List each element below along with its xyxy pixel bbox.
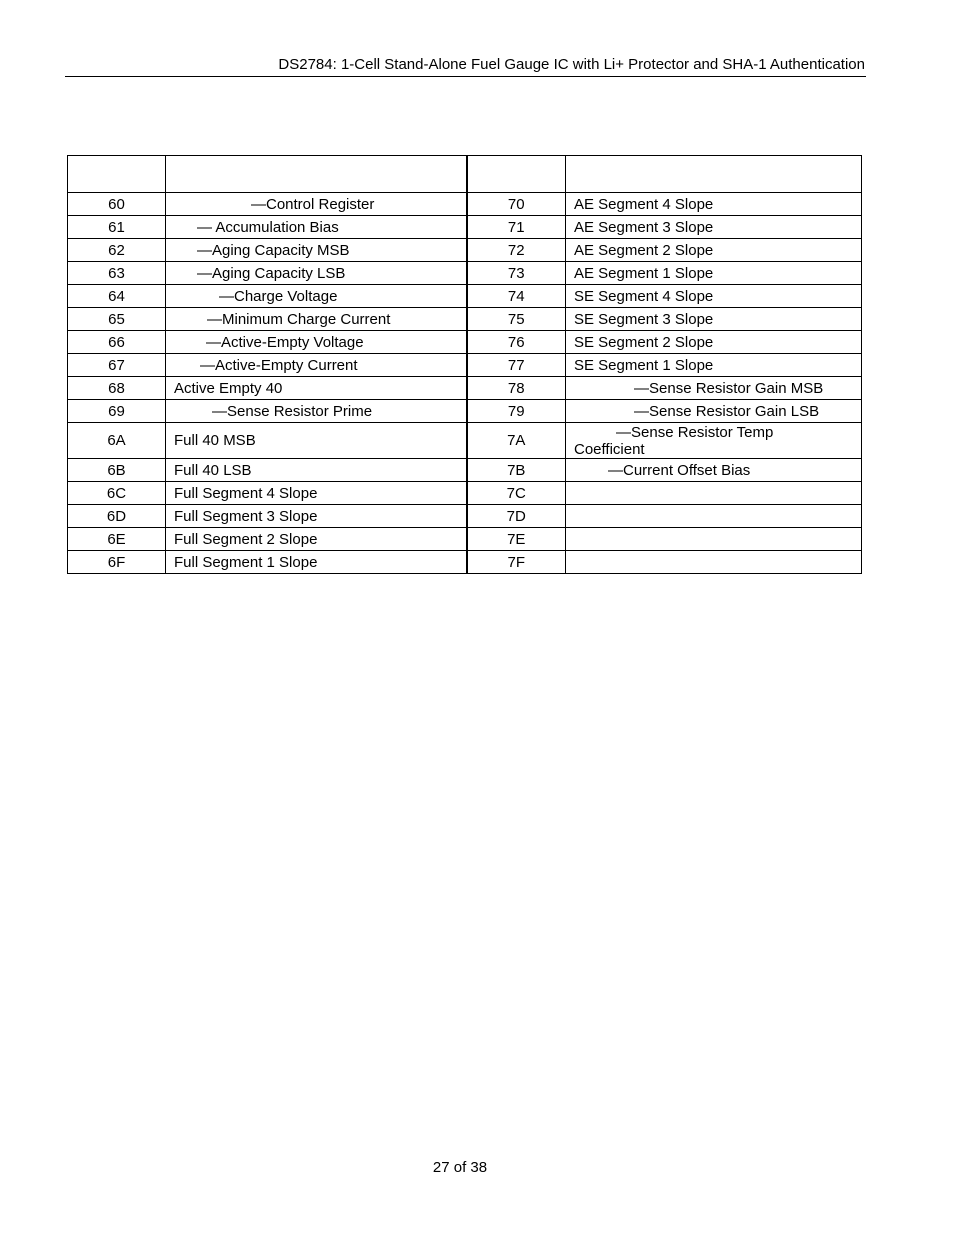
address-cell: 70 <box>467 193 566 216</box>
register-name-cell <box>566 482 862 505</box>
register-name: —Active-Empty Current <box>200 356 358 374</box>
address-cell: 6E <box>68 528 166 551</box>
register-name: —Aging Capacity LSB <box>197 264 346 282</box>
table-row <box>68 239 862 262</box>
header-divider <box>65 76 866 77</box>
address-cell: 6B <box>68 459 166 482</box>
table-row <box>68 308 862 331</box>
table-row <box>68 331 862 354</box>
table-row <box>68 193 862 216</box>
register-name-line-1: —Sense Resistor Temp <box>616 423 774 441</box>
document-header-title: DS2784: 1-Cell Stand-Alone Fuel Gauge IC with Li+ Protector and SHA-1 Authentication <box>278 56 865 73</box>
page-number: 27 of 38 <box>432 1159 488 1176</box>
address-cell: 64 <box>68 285 166 308</box>
register-name-cell <box>566 459 862 482</box>
table-row <box>68 285 862 308</box>
register-name-cell: Full Segment 2 Slope <box>166 528 467 551</box>
register-name-cell <box>166 193 467 216</box>
register-name-cell: AE Segment 4 Slope <box>566 193 862 216</box>
address-cell: 7C <box>467 482 566 505</box>
address-cell: 73 <box>467 262 566 285</box>
register-name-cell: SE Segment 1 Slope <box>566 354 862 377</box>
register-name-cell: SE Segment 2 Slope <box>566 331 862 354</box>
register-name-cell <box>166 400 467 423</box>
address-cell: 7A <box>467 423 566 459</box>
register-name-cell <box>166 354 467 377</box>
register-name-cell <box>166 285 467 308</box>
table-row <box>68 528 862 551</box>
register-name: —Control Register <box>251 195 375 213</box>
register-name: —Sense Resistor Prime <box>212 402 373 420</box>
register-name-cell <box>166 262 467 285</box>
register-name-cell: Full 40 LSB <box>166 459 467 482</box>
register-name-cell <box>166 331 467 354</box>
register-name-cell: Full Segment 1 Slope <box>166 551 467 574</box>
address-cell: 6A <box>68 423 166 459</box>
address-cell: 7E <box>467 528 566 551</box>
register-name: —Sense Resistor Gain MSB <box>634 379 824 397</box>
register-name: —Sense Resistor Gain LSB <box>634 402 820 420</box>
address-cell: 6C <box>68 482 166 505</box>
register-name-cell <box>166 216 467 239</box>
address-cell: 71 <box>467 216 566 239</box>
register-table <box>67 155 862 574</box>
address-cell: 60 <box>68 193 166 216</box>
register-name-cell: AE Segment 1 Slope <box>566 262 862 285</box>
address-cell: 6F <box>68 551 166 574</box>
register-name-cell: Full 40 MSB <box>166 423 467 459</box>
table-row <box>68 400 862 423</box>
address-cell: 79 <box>467 400 566 423</box>
register-name-cell: Full Segment 4 Slope <box>166 482 467 505</box>
register-name-cell <box>166 239 467 262</box>
table-row <box>68 482 862 505</box>
address-cell: 76 <box>467 331 566 354</box>
register-name-cell: AE Segment 3 Slope <box>566 216 862 239</box>
address-cell: 75 <box>467 308 566 331</box>
register-name: — Accumulation Bias <box>197 218 339 236</box>
register-name: —Active-Empty Voltage <box>206 333 364 351</box>
register-name-cell <box>566 505 862 528</box>
address-cell: 6D <box>68 505 166 528</box>
register-name-line-2: Coefficient <box>574 440 645 458</box>
register-name: —Charge Voltage <box>219 287 338 305</box>
register-name-cell <box>166 308 467 331</box>
address-cell: 65 <box>68 308 166 331</box>
address-cell: 74 <box>467 285 566 308</box>
table-header-row <box>68 156 862 193</box>
table-row <box>68 354 862 377</box>
table-row <box>68 423 862 459</box>
register-name-cell: SE Segment 4 Slope <box>566 285 862 308</box>
register-name-cell: Active Empty 40 <box>166 377 467 400</box>
address-cell: 7D <box>467 505 566 528</box>
address-cell: 67 <box>68 354 166 377</box>
register-name-cell: AE Segment 2 Slope <box>566 239 862 262</box>
table-row <box>68 505 862 528</box>
table-row <box>68 459 862 482</box>
table-row <box>68 216 862 239</box>
address-cell: 63 <box>68 262 166 285</box>
address-cell: 78 <box>467 377 566 400</box>
header-cell-register-1 <box>166 156 467 193</box>
address-cell: 66 <box>68 331 166 354</box>
address-cell: 7B <box>467 459 566 482</box>
header-cell-register-2 <box>566 156 862 193</box>
address-cell: 72 <box>467 239 566 262</box>
register-name-cell: SE Segment 3 Slope <box>566 308 862 331</box>
register-name-cell <box>566 423 862 459</box>
header-cell-address-2 <box>467 156 566 193</box>
register-name-cell: Full Segment 3 Slope <box>166 505 467 528</box>
register-name-cell <box>566 528 862 551</box>
register-name: —Minimum Charge Current <box>207 310 391 328</box>
address-cell: 7F <box>467 551 566 574</box>
address-cell: 61 <box>68 216 166 239</box>
address-cell: 68 <box>68 377 166 400</box>
register-name: —Aging Capacity MSB <box>197 241 350 259</box>
table-row <box>68 262 862 285</box>
table-row <box>68 377 862 400</box>
header-cell-address-1 <box>68 156 166 193</box>
register-name-cell <box>566 377 862 400</box>
address-cell: 69 <box>68 400 166 423</box>
address-cell: 62 <box>68 239 166 262</box>
register-name-cell <box>566 551 862 574</box>
address-cell: 77 <box>467 354 566 377</box>
table-row <box>68 551 862 574</box>
register-name-cell <box>566 400 862 423</box>
register-name: —Current Offset Bias <box>608 461 751 479</box>
